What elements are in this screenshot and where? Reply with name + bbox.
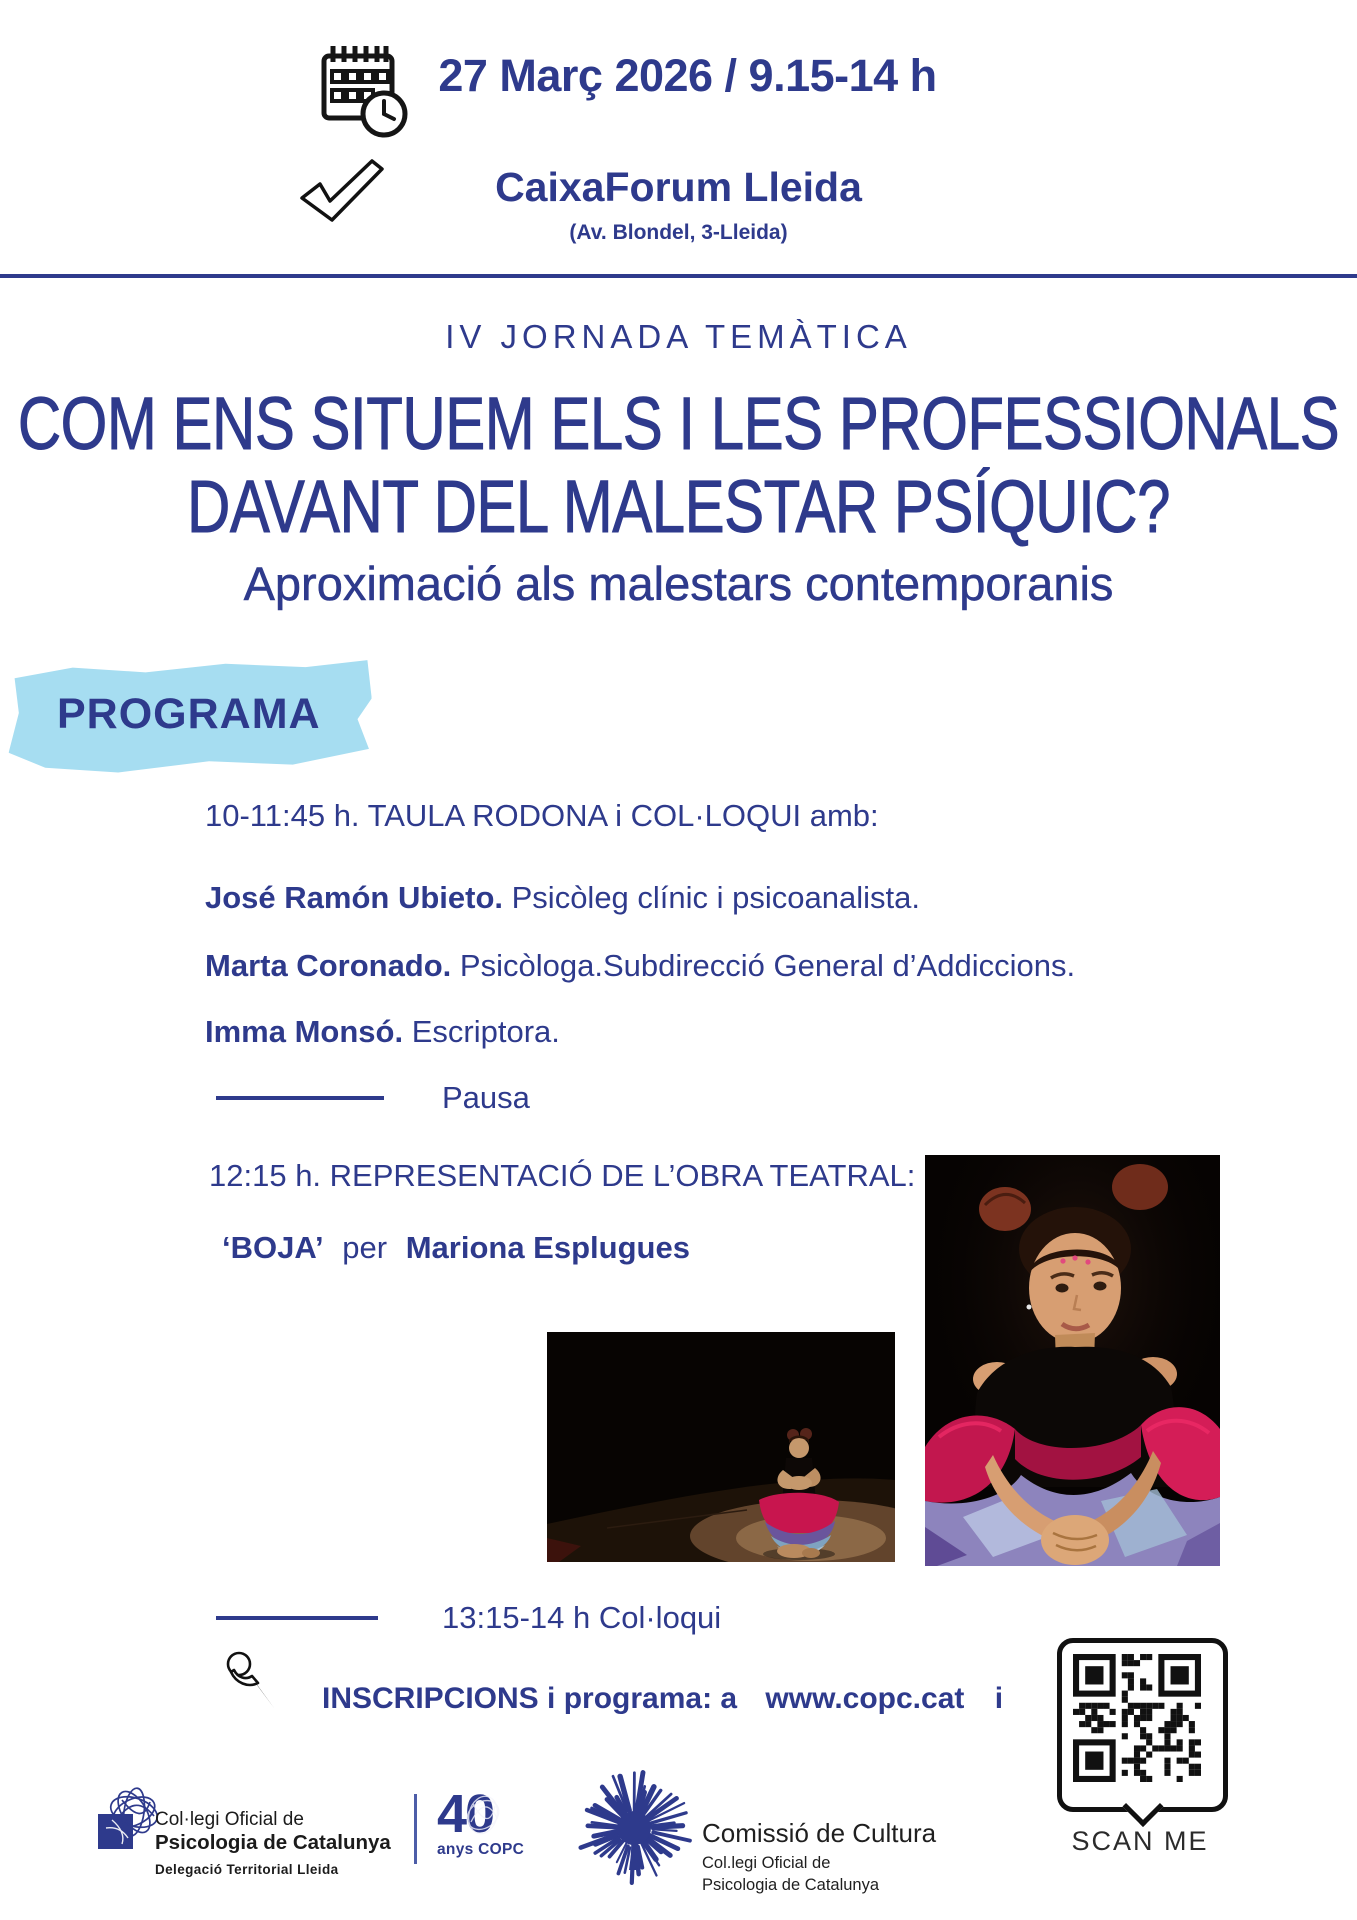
stage-photo bbox=[547, 1332, 895, 1562]
programa-heading: PROGRAMA bbox=[57, 690, 321, 738]
anniversary-number: 40 bbox=[437, 1790, 524, 1838]
portrait-photo bbox=[925, 1155, 1220, 1566]
culture-line1: Comissió de Cultura bbox=[702, 1818, 937, 1848]
culture-line2: Col.legi Oficial de bbox=[702, 1854, 831, 1872]
event-title-line1: COM ENS SITUEM ELS I LES PROFESSIONALS bbox=[17, 382, 1340, 466]
culture-line3: Psicologia de Catalunya bbox=[702, 1875, 880, 1894]
session-1: 10-11:45 h. TAULA RODONA i COL·LOQUI amb: bbox=[205, 798, 879, 833]
qr-label: SCAN ME bbox=[1071, 1826, 1209, 1856]
speaker-name: Marta Coronado. bbox=[205, 948, 452, 983]
qr-code-icon bbox=[1073, 1654, 1201, 1782]
registration-label: INSCRIPCIONS i programa: a bbox=[322, 1682, 738, 1715]
copc-line1: Col·legi Oficial de bbox=[155, 1809, 304, 1830]
culture-dandelion-icon bbox=[576, 1770, 694, 1894]
session-3-divider bbox=[216, 1616, 378, 1620]
copc-line2: Psicologia de Catalunya bbox=[155, 1831, 391, 1854]
speaker-role: Escriptora. bbox=[411, 1014, 560, 1049]
scribble-zero-icon bbox=[465, 1792, 501, 1838]
qr-bubble bbox=[1057, 1638, 1228, 1812]
header-divider bbox=[0, 274, 1357, 278]
speaker-row bbox=[205, 1014, 560, 1050]
registration-line bbox=[322, 1682, 1003, 1716]
pause-label: Pausa bbox=[442, 1080, 530, 1115]
event-kicker: IV JORNADA TEMÀTICA bbox=[445, 318, 912, 355]
registration-suffix: i bbox=[994, 1682, 1004, 1715]
speaker-name: José Ramón Ubieto. bbox=[205, 880, 503, 915]
anniversary-logo bbox=[437, 1784, 525, 1859]
copc-logo-text bbox=[155, 1810, 391, 1876]
play-line bbox=[222, 1230, 690, 1266]
copc-line3: Delegació Territorial Lleida bbox=[155, 1861, 339, 1877]
play-title: ‘BOJA’ bbox=[222, 1230, 324, 1265]
qr-bubble-tail bbox=[1122, 1786, 1163, 1827]
footer-divider bbox=[414, 1794, 417, 1864]
event-date: 27 Març 2026 / 9.15-14 h bbox=[438, 50, 937, 101]
play-connector: per bbox=[342, 1230, 388, 1265]
speaker-row bbox=[205, 880, 920, 916]
venue-name: CaixaForum Lleida bbox=[495, 164, 862, 210]
speaker-row bbox=[205, 948, 1075, 984]
anniversary-label: anys COPC bbox=[437, 1841, 525, 1858]
culture-logo-text bbox=[702, 1820, 936, 1893]
pause-divider bbox=[216, 1096, 384, 1100]
speaker-role: Psicòloga.Subdirecció General d’Addiccions. bbox=[459, 948, 1076, 983]
push-pin-icon bbox=[218, 1650, 282, 1716]
speaker-name: Imma Monsó. bbox=[205, 1014, 404, 1049]
session-3: 13:15-14 h Col·loqui bbox=[442, 1600, 722, 1635]
venue-address: (Av. Blondel, 3-Lleida) bbox=[569, 221, 788, 244]
speaker-role: Psicòleg clínic i psicoanalista. bbox=[511, 880, 920, 915]
event-subtitle: Aproximació als malestars contemporanis bbox=[243, 557, 1114, 610]
event-title-line2: DAVANT DEL MALESTAR PSÍQUIC? bbox=[187, 465, 1170, 549]
play-performer: Mariona Esplugues bbox=[405, 1230, 690, 1265]
session-2: 12:15 h. REPRESENTACIÓ DE L’OBRA TEATRAL: bbox=[209, 1158, 916, 1193]
event-title bbox=[0, 382, 1357, 548]
registration-url[interactable]: www.copc.cat bbox=[765, 1682, 965, 1715]
